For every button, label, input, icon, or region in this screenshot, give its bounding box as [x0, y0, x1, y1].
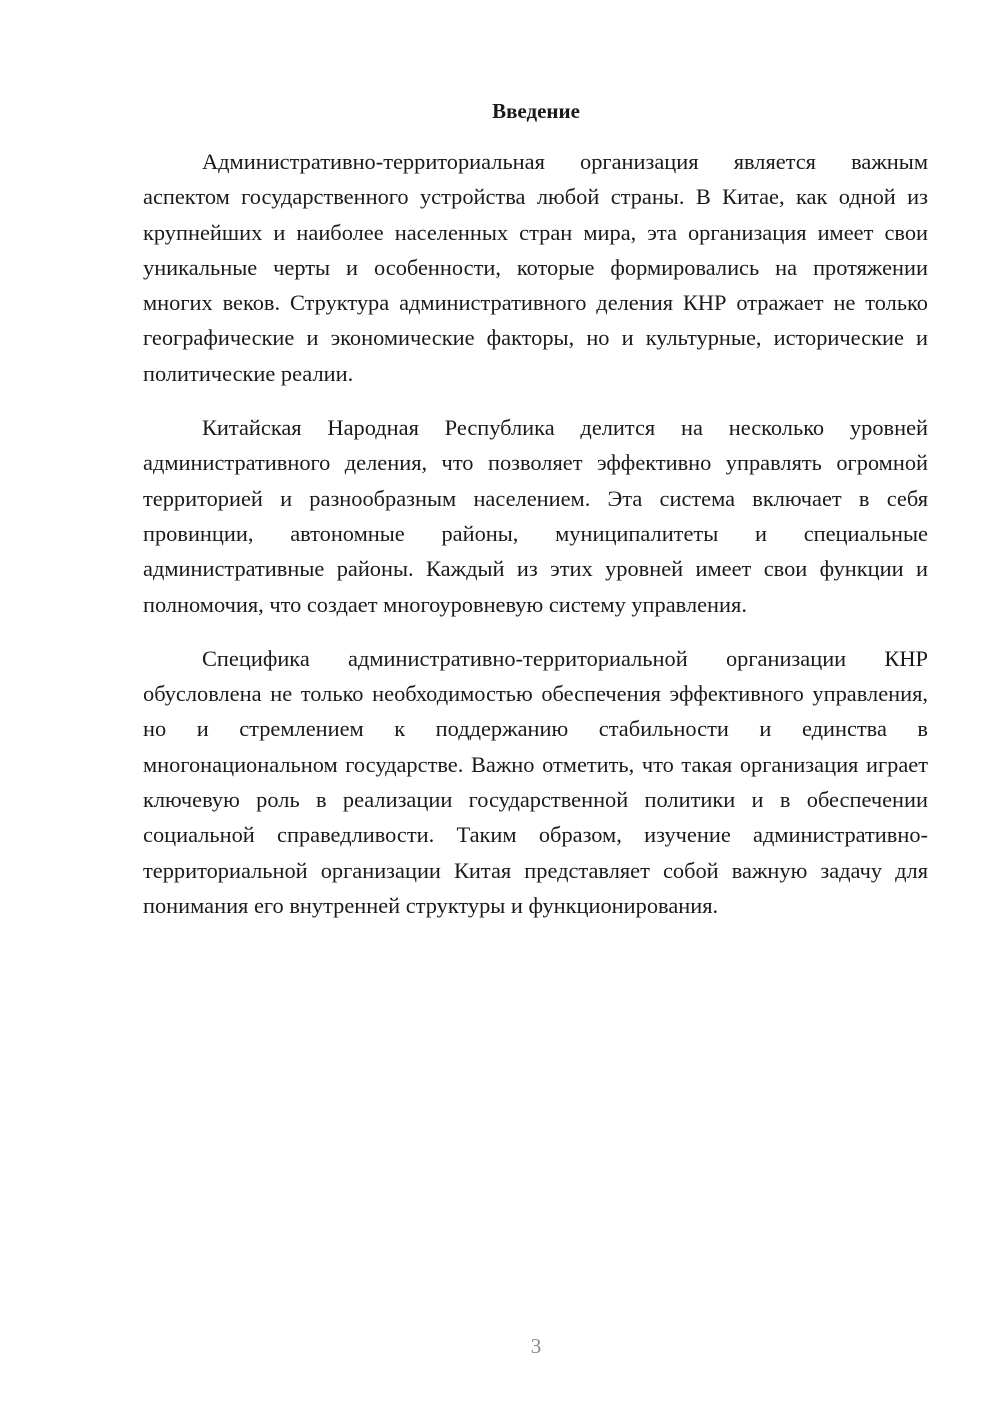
page-number: 3: [530, 1334, 542, 1358]
paragraph-2: Китайская Народная Республика делится на несколько уровней административного деления, что позволяет эффективно управлять огромной территорией и разнообразным населением. Эта система включает в себя провинции, автономные районы, муниципалитеты и специальные административные районы. Каждый из этих уровней имеет свои функции и полномочия, что создает многоуровневую систему управления.: [143, 415, 928, 617]
page-title: Введение: [492, 99, 580, 123]
paragraph-3: Специфика административно-территориальной организации КНР обусловлена не только необходимостью обеспечения эффективного управления, но и стремлением к поддержанию стабильности и единства в многонациональном государстве. Важно отметить, что такая организация играет ключевую роль в реализации государственной политики и в обеспечении социальной справедливости. Таким образом, изучение административно-территориальной организации Китая представляет собой важную задачу для понимания его внутренней структуры и функционирования.: [143, 645, 928, 918]
paragraph-1: Административно-территориальная организация является важным аспектом государственного устройства любой страны. В Китае, как одной из крупнейших и наиболее населенных стран мира, эта организация имеет свои уникальные черты и особенности, которые формировались на протяжении многих веков. Структура административного деления КНР отражает не только географические и экономические факторы, но и культурные, исторические и политические реалии.: [143, 149, 928, 386]
body-text: [143, 144, 928, 942]
